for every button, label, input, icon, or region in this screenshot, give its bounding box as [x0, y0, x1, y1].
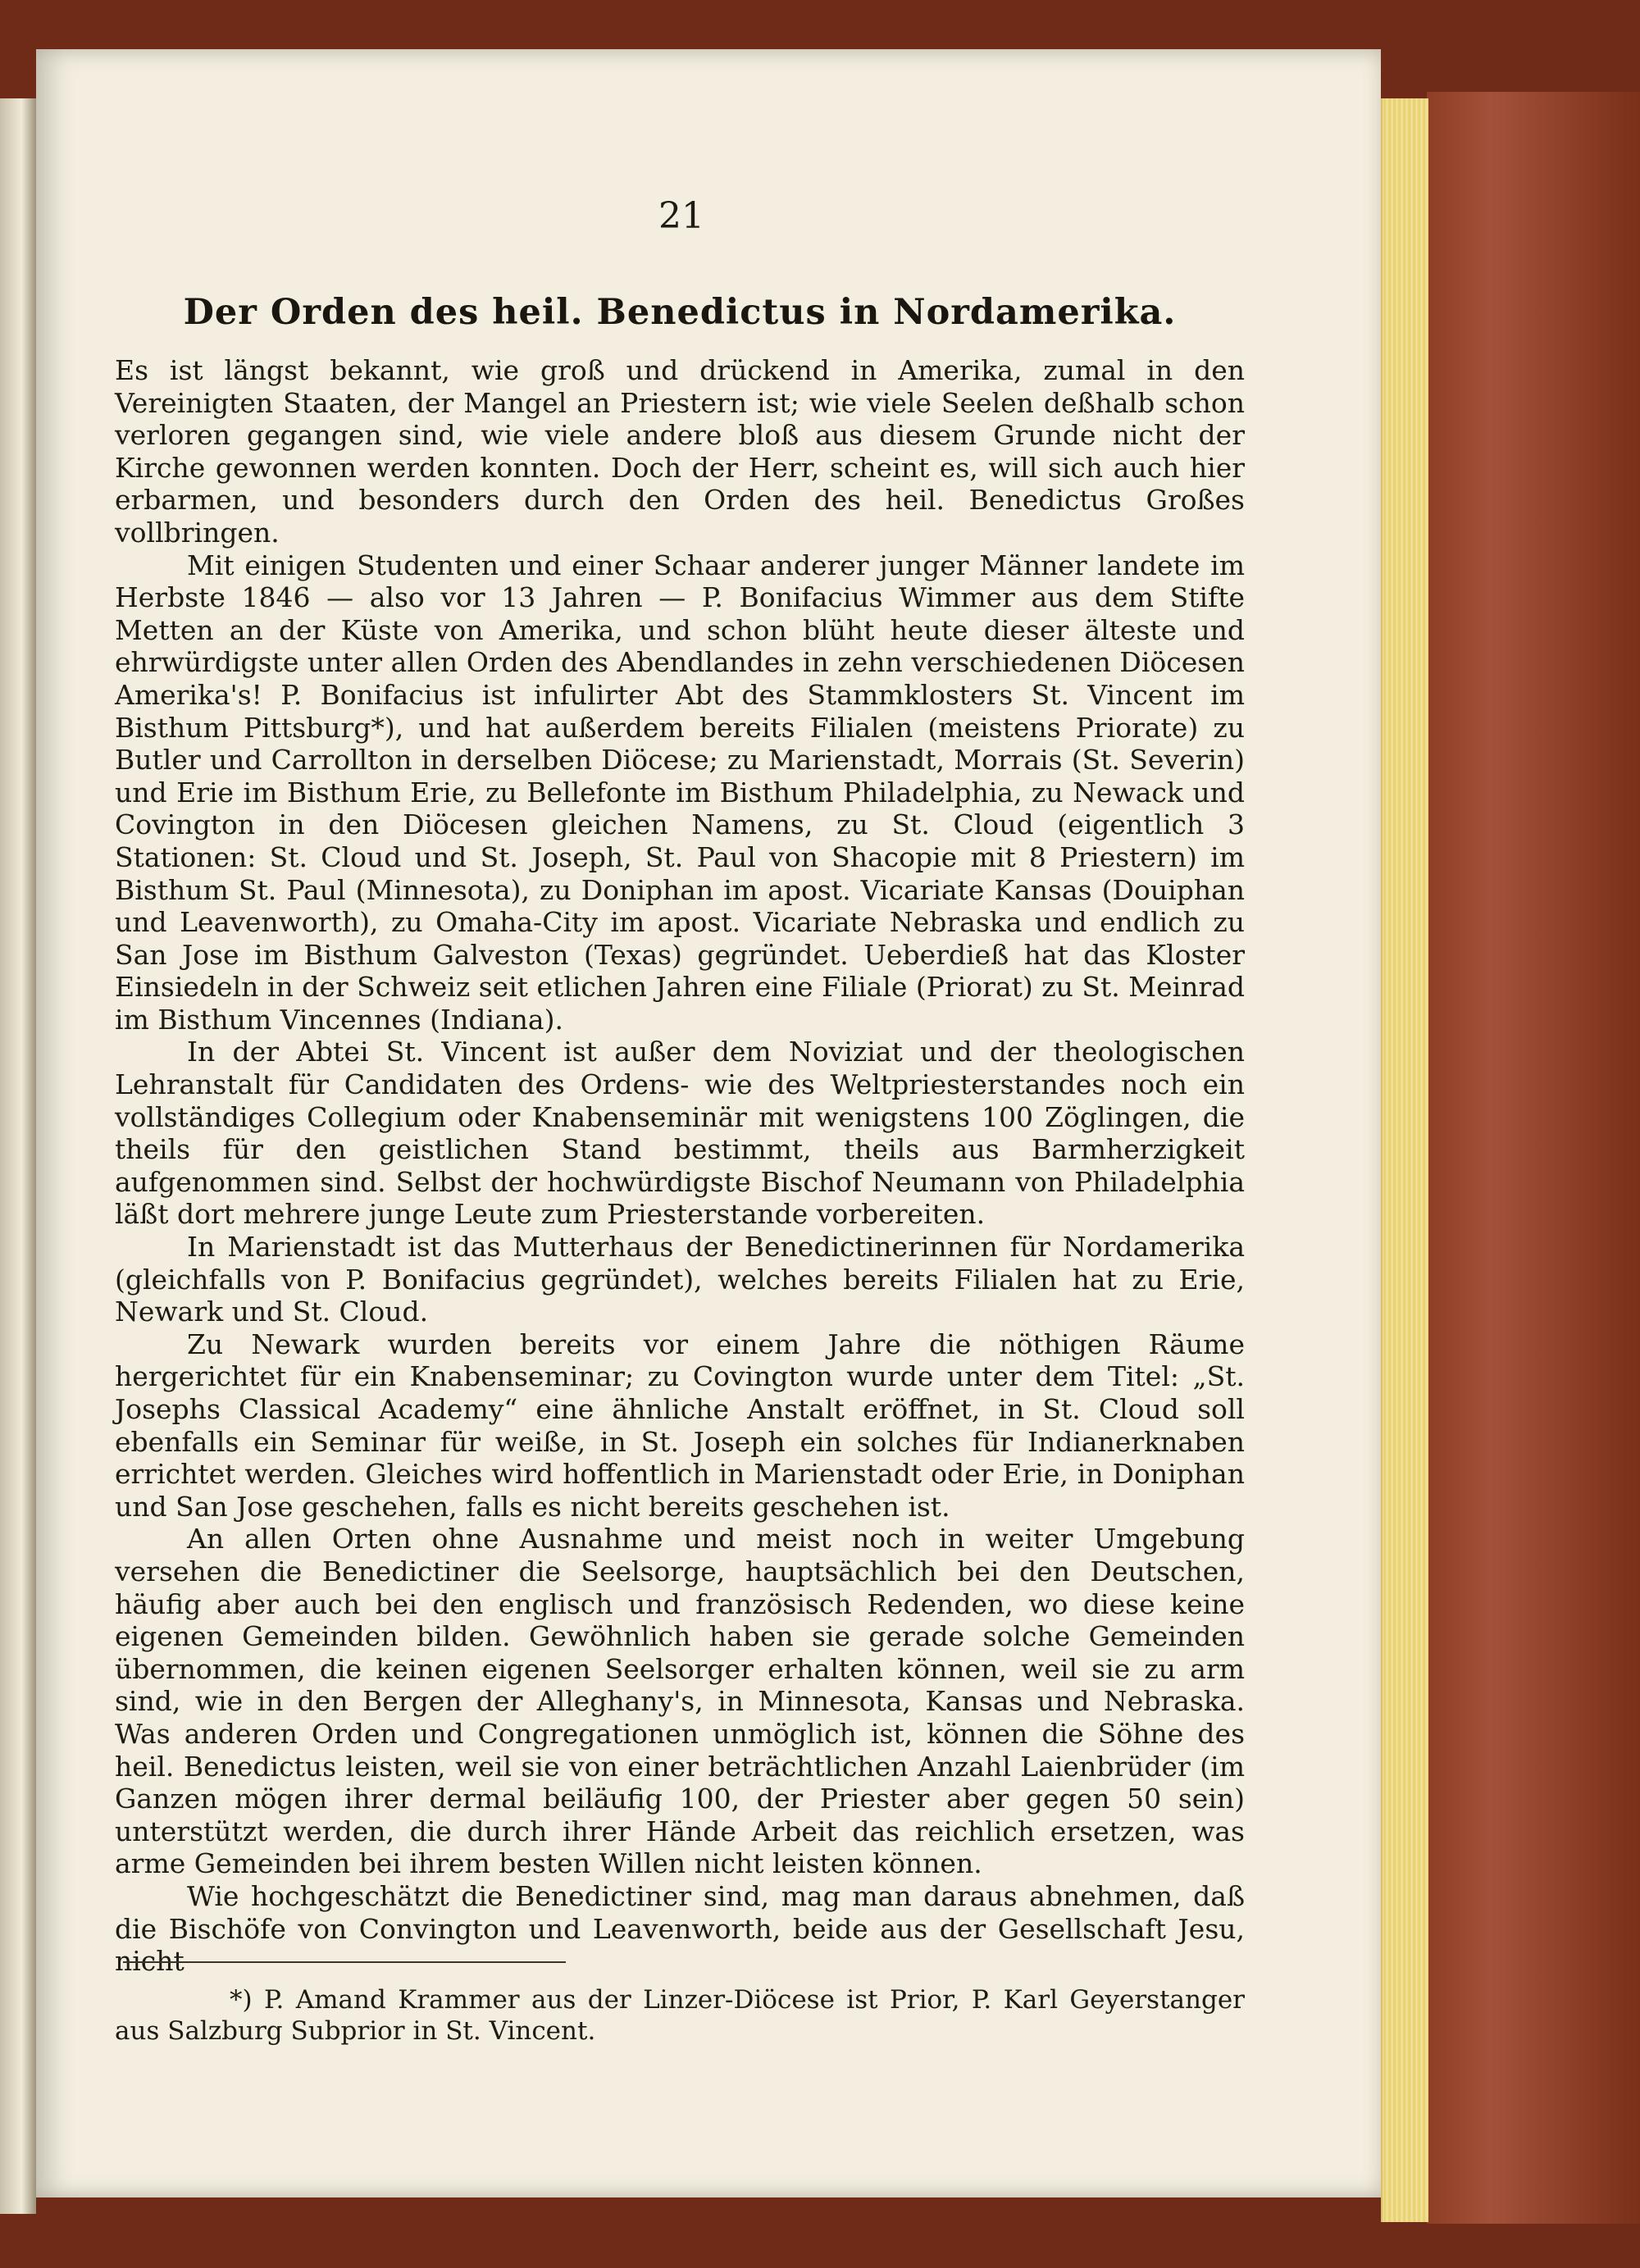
section-heading: Der Orden des heil. Benedictus in Nordamerika. — [183, 292, 1177, 333]
footnote — [115, 1984, 1245, 2047]
page-edges — [1381, 98, 1428, 2222]
paragraph-3: In der Abtei St. Vincent ist außer dem Noviziat und der theologischen Lehranstalt für Candidaten des Ordens- wie des Weltpriesterstandes noch ein vollständiges Collegium oder Knabenseminär mit wenigstens 100 Zöglingen, die theils für den geistlichen Stand bestimmt, theils aus Barmherzigkeit aufgenommen sind. Selbst der hochwürdigste Bischof Neumann von Philadelphia läßt dort mehrere junge Leute zum Priesterstande vorbereiten. — [115, 1036, 1245, 1231]
paragraph-6: An allen Orten ohne Ausnahme und meist noch in weiter Umgebung versehen die Benedictiner die Seelsorge, hauptsächlich bei den Deutschen, häufig aber auch bei den englisch und französisch Redenden, wo diese keine eigenen Gemeinden bilden. Gewöhnlich haben sie gerade solche Gemeinden übernommen, die keinen eigenen Seelsorger erhalten können, weil sie zu arm sind, wie in den Bergen der Alleghany's, in Minnesota, Kansas und Nebraska. Was anderen Orden und Congregationen unmöglich ist, können die Söhne des heil. Benedictus leisten, weil sie von einer beträchtlichen Anzahl Laienbrüder (im Ganzen mögen ihrer dermal beiläufig 100, der Priester aber gegen 50 sein) unterstützt werden, die durch ihrer Hände Arbeit das reichlich ersetzen, was arme Gemeinden bei ihrem besten Willen nicht leisten können. — [115, 1523, 1245, 1880]
paragraph-2: Mit einigen Studenten und einer Schaar anderer junger Männer landete im Herbste 1846 — also vor 13 Jahren — P. Bonifacius Wimmer aus dem Stifte Metten an der Küste von Amerika, und schon blüht heute dieser älteste und ehrwürdigste unter allen Orden des Abendlandes in zehn verschiedenen Diöcesen Amerika's! P. Bonifacius ist infulirter Abt des Stammklosters St. Vincent im Bisthum Pittsburg*), und hat außerdem bereits Filialen (meistens Priorate) zu Butler und Carrollton in derselben Diöcese; zu Marienstadt, Morrais (St. Severin) und Erie im Bisthum Erie, zu Bellefonte im Bisthum Philadelphia, zu Newack und Covington in den Diöcesen gleichen Namens, zu St. Cloud (eigentlich 3 Stationen: St. Cloud und St. Joseph, St. Paul von Shacopie mit 8 Priestern) im Bisthum St. Paul (Minnesota), zu Doniphan im apost. Vicariate Kansas (Douiphan und Leavenworth), zu Omaha-City im apost. Vicariate Nebraska und endlich zu San Jose im Bisthum Galveston (Texas) gegründet. Ueberdieß hat das Kloster Einsiedeln in der Schweiz seit etlichen Jahren eine Filiale (Priorat) zu St. Meinrad im Bisthum Vincennes (Indiana). — [115, 549, 1245, 1036]
left-page-edge — [0, 98, 36, 2214]
footnote-text: *) P. Amand Krammer aus der Linzer-Diöcese ist Prior, P. Karl Geyerstanger aus Salzburg Subprior in St. Vincent. — [115, 1985, 1245, 2046]
footnote-divider — [123, 1961, 566, 1963]
page-number: 21 — [658, 195, 704, 237]
body-text — [115, 354, 1245, 1978]
paragraph-1: Es ist längst bekannt, wie groß und drückend in Amerika, zumal in den Vereinigten Staaten, der Mangel an Priestern ist; wie viele Seelen deßhalb schon verloren gegangen sind, wie viele andere bloß aus diesem Grunde nicht der Kirche gewonnen werden konnten. Doch der Herr, scheint es, will sich auch hier erbarmen, und besonders durch den Orden des heil. Benedictus Großes vollbringen. — [115, 354, 1245, 549]
book-cover — [1427, 92, 1640, 2224]
paragraph-7: Wie hochgeschätzt die Benedictiner sind, mag man daraus abnehmen, daß die Bischöfe von Convington und Leavenworth, beide aus der Gesellschaft Jesu, nicht — [115, 1879, 1245, 1978]
paragraph-5: Zu Newark wurden bereits vor einem Jahre die nöthigen Räume hergerichtet für ein Knabenseminar; zu Covington wurde unter dem Titel: „St. Josephs Classical Academy“ eine ähnliche Anstalt eröffnet, in St. Cloud soll ebenfalls ein Seminar für weiße, in St. Joseph ein solches für Indianerknaben errichtet werden. Gleiches wird hoffentlich in Marienstadt oder Erie, in Doniphan und San Jose geschehen, falls es nicht bereits geschehen ist. — [115, 1328, 1245, 1523]
paragraph-4: In Marienstadt ist das Mutterhaus der Benedictinerinnen für Nordamerika (gleichfalls von P. Bonifacius gegründet), welches bereits Filialen hat zu Erie, Newark und St. Cloud. — [115, 1231, 1245, 1328]
